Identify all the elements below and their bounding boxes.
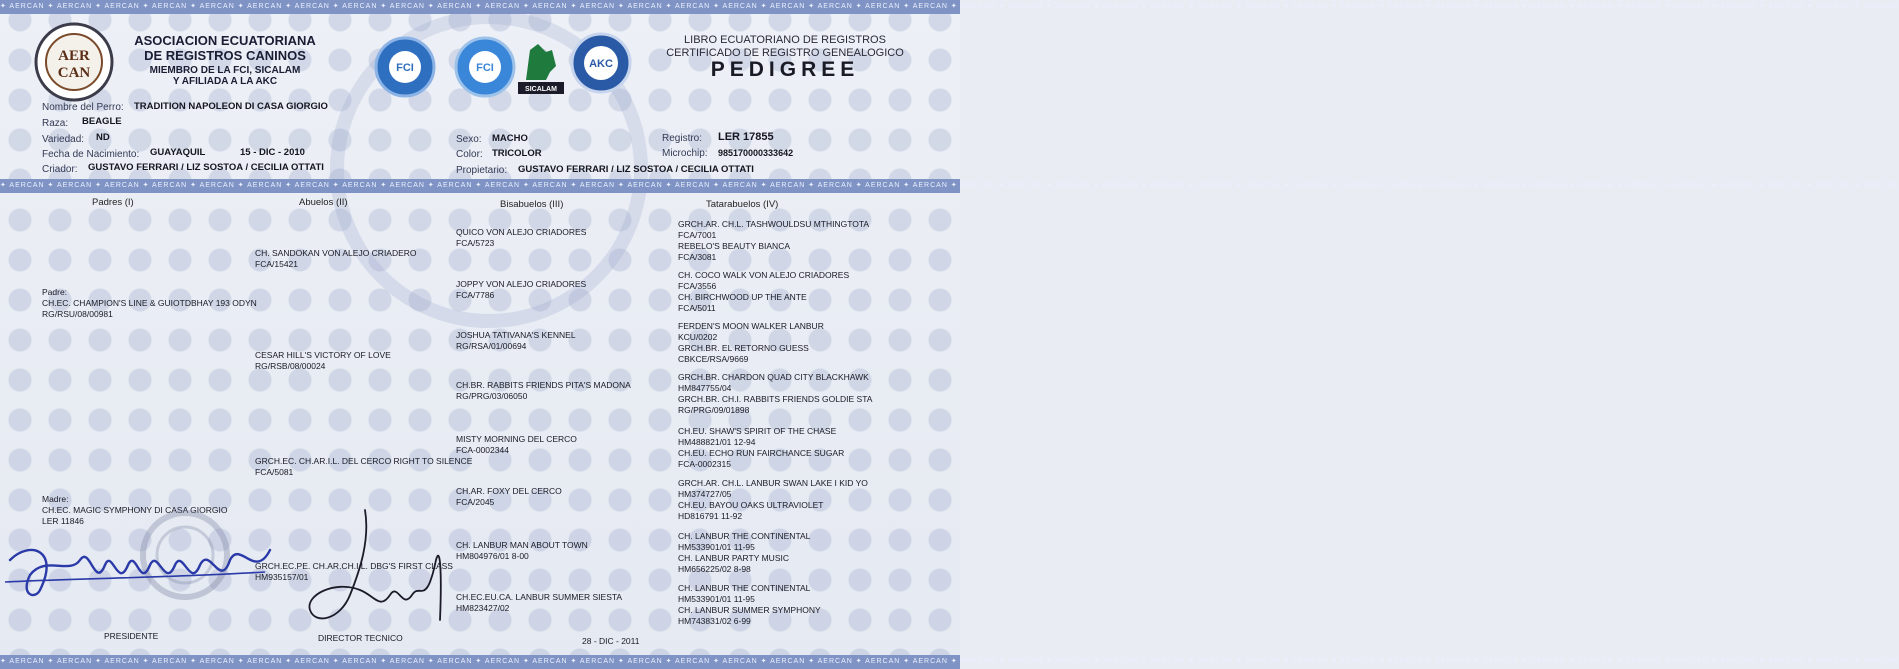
col-header-parents: Padres (I): [92, 197, 134, 208]
ggg-reg: FCA/3081: [678, 252, 717, 262]
great-grandparent-reg: FCA/7786: [456, 290, 495, 300]
ggg-name: GRCH.AR. CH.L. LANBUR SWAN LAKE I KID YO: [678, 478, 868, 488]
great-grandparent-reg: RG/PRG/03/06050: [456, 391, 528, 401]
great-grandparent-name: MISTY MORNING DEL CERCO: [456, 434, 577, 444]
great-grandparent-name: CH.EC.EU.CA. LANBUR SUMMER SIESTA: [456, 592, 623, 602]
ggg-reg: HM847755/04: [678, 383, 732, 393]
org-member-line2: Y AFILIADA A LA AKC: [172, 76, 278, 87]
great-grandparent-name: CH.BR. RABBITS FRIENDS PITA'S MADONA: [456, 380, 631, 390]
ggg-reg: HM533901/01 11-95: [678, 594, 755, 604]
great-grandparent-reg: FCA/2045: [456, 497, 495, 507]
great-grandparent-name: CH. LANBUR MAN ABOUT TOWN: [456, 540, 588, 550]
great-grandparent-name: JOSHUA TATIVANA'S KENNEL: [456, 330, 576, 340]
sex-label: Sexo:: [456, 134, 482, 145]
great-grandparent-reg: RG/RSA/01/00694: [456, 341, 527, 351]
registry-label: Registro:: [662, 133, 703, 144]
great-grandparent-name: CH.AR. FOXY DEL CERCO: [456, 486, 562, 496]
ggg-reg: KCU/0202: [678, 332, 718, 342]
microchip-value: 985170000333642: [718, 148, 794, 158]
ggg-reg: FCA/3556: [678, 281, 717, 291]
akc-badge-text: AKC: [589, 58, 613, 70]
registry-value: LER 17855: [718, 131, 774, 143]
ggg-name: CH. COCO WALK VON ALEJO CRIADORES: [678, 270, 850, 280]
band-pattern: ✦ AERCAN ✦ AERCAN ✦ AERCAN ✦ AERCAN ✦ AERCAN ✦ AERCAN ✦ AERCAN ✦ AERCAN ✦ AERCAN ✦ AERCAN ✦ AERCAN ✦ AERCAN ✦ AERCAN ✦ AERCAN ✦ AERCAN ✦ AERCAN ✦ AERCAN ✦ AERCAN ✦ AERCAN ✦ AERCAN ✦ AERCAN ✦ AERCAN ✦ AERCAN ✦ AERCAN ✦ AERCAN ✦ AERCAN ✦ AERCAN ✦ AERCAN ✦ AERCAN ✦ AERCAN ✦ AERCAN ✦ AERCAN ✦ AERCAN ✦ AERCAN ✦ AERCAN ✦ AERCAN ✦ AERCAN ✦ AERCAN ✦ AERCAN ✦ AERCAN: [0, 658, 1899, 665]
breed-label: Raza:: [42, 118, 69, 129]
bottom-band: [0, 655, 1899, 669]
ggg-reg: HM488821/01 12-94: [678, 437, 756, 447]
ggg-reg: CBKCE/RSA/9669: [678, 354, 749, 364]
variety-label: Variedad:: [42, 134, 85, 145]
grandparent-reg: FCA/5081: [255, 467, 294, 477]
dam-reg: LER 11846: [42, 516, 84, 526]
ggg-name: CH. BIRCHWOOD UP THE ANTE: [678, 292, 807, 302]
title-pedigree: PEDIGREE: [710, 58, 860, 81]
middle-band: [0, 179, 1899, 193]
band-pattern: ✦ AERCAN ✦ AERCAN ✦ AERCAN ✦ AERCAN ✦ AERCAN ✦ AERCAN ✦ AERCAN ✦ AERCAN ✦ AERCAN ✦ AERCAN ✦ AERCAN ✦ AERCAN ✦ AERCAN ✦ AERCAN ✦ AERCAN ✦ AERCAN ✦ AERCAN ✦ AERCAN ✦ AERCAN ✦ AERCAN ✦ AERCAN ✦ AERCAN ✦ AERCAN ✦ AERCAN ✦ AERCAN ✦ AERCAN ✦ AERCAN ✦ AERCAN ✦ AERCAN ✦ AERCAN ✦ AERCAN ✦ AERCAN ✦ AERCAN ✦ AERCAN ✦ AERCAN ✦ AERCAN ✦ AERCAN ✦ AERCAN ✦ AERCAN ✦ AERCAN: [0, 3, 1899, 10]
ggg-reg: HM743831/02 6-99: [678, 616, 751, 626]
ggg-name: CH. LANBUR PARTY MUSIC: [678, 553, 789, 563]
ggg-reg: RG/PRG/09/01898: [678, 405, 750, 415]
sex-value: MACHO: [492, 133, 528, 144]
ggg-reg: HD816791 11-92: [678, 511, 743, 521]
birth-date: 15 - DIC - 2010: [240, 147, 305, 158]
ggg-name: CH.EU. ECHO RUN FAIRCHANCE SUGAR: [678, 448, 845, 458]
org-name-line1: ASOCIACION ECUATORIANA: [134, 33, 316, 48]
director-label: DIRECTOR TECNICO: [318, 633, 403, 643]
ggg-name: REBELO'S BEAUTY BIANCA: [678, 241, 791, 251]
fci-badge-1: [374, 36, 436, 98]
org-member-line1: MIEMBRO DE LA FCI, SICALAM: [149, 65, 301, 76]
ggg-name: CH.EU. BAYOU OAKS ULTRAVIOLET: [678, 500, 824, 510]
title-line2: CERTIFICADO DE REGISTRO GENEALOGICO: [666, 47, 904, 59]
grandparent-reg: RG/RSB/08/00024: [255, 361, 326, 371]
title-line1: LIBRO ECUATORIANO DE REGISTROS: [684, 34, 886, 46]
great-grandparent-name: JOPPY VON ALEJO CRIADORES: [456, 279, 587, 289]
ggg-name: GRCH.BR. EL RETORNO GUESS: [678, 343, 809, 353]
ggg-name: GRCH.BR. CHARDON QUAD CITY BLACKHAWK: [678, 372, 869, 382]
variety-value: ND: [96, 132, 110, 143]
great-grandparent-name: QUICO VON ALEJO CRIADORES: [456, 227, 587, 237]
president-signature: [0, 520, 280, 610]
birth-label: Fecha de Nacimiento:: [42, 149, 140, 160]
ggg-name: CH.EU. SHAW'S SPIRIT OF THE CHASE: [678, 426, 837, 436]
breed-value: BEAGLE: [82, 116, 122, 127]
breeder-value: GUSTAVO FERRARI / LIZ SOSTOA / CECILIA OTTATI: [88, 162, 324, 173]
sire-name: CH.EC. CHAMPION'S LINE & GUIOTDBHAY 193 ODYN: [42, 298, 257, 308]
ggg-name: GRCH.BR. CH.I. RABBITS FRIENDS GOLDIE STA: [678, 394, 873, 404]
ggg-reg: HM374727/05: [678, 489, 732, 499]
president-label: PRESIDENTE: [104, 631, 159, 641]
owner-value: GUSTAVO FERRARI / LIZ SOSTOA / CECILIA OTTATI: [518, 164, 754, 175]
logo-text-top: AER: [58, 48, 90, 64]
name-label: Nombre del Perro:: [42, 102, 124, 113]
ggg-reg: HM533901/01 11-95: [678, 542, 755, 552]
sicalam-badge-text: SICALAM: [525, 86, 557, 93]
breeder-label: Criador:: [42, 164, 78, 175]
dam-name: CH.EC. MAGIC SYMPHONY DI CASA GIORGIO: [42, 505, 228, 515]
color-label: Color:: [456, 149, 483, 160]
birth-place: GUAYAQUIL: [150, 147, 206, 158]
ggg-name: CH. LANBUR THE CONTINENTAL: [678, 531, 811, 541]
microchip-label: Microchip:: [662, 148, 708, 159]
issue-date: 28 - DIC - 2011: [582, 636, 640, 646]
ggg-reg: FCA/7001: [678, 230, 717, 240]
logo-text-bottom: CAN: [57, 65, 91, 81]
aercan-logo: [34, 22, 114, 102]
dog-name: TRADITION NAPOLEON DI CASA GIORGIO: [134, 101, 328, 112]
dam-label: Madre:: [42, 494, 69, 504]
grandparent-name: GRCH.EC. CH.AR.I.L. DEL CERCO RIGHT TO SILENCE: [255, 456, 473, 466]
ggg-name: GRCH.AR. CH.L. TASHWOULDSU MTHINGTOTA: [678, 219, 870, 229]
great-grandparent-reg: FCA/5723: [456, 238, 495, 248]
ggg-reg: HM656225/02 8-98: [678, 564, 751, 574]
col-header-great-great-grandparents: Tatarabuelos (IV): [706, 199, 779, 210]
color-value: TRICOLOR: [492, 148, 542, 159]
fci-badge-2-text: FCI: [476, 62, 494, 74]
fci-badge-1-text: FCI: [396, 62, 414, 74]
top-band: [0, 0, 1899, 14]
ggg-name: CH. LANBUR SUMMER SYMPHONY: [678, 605, 821, 615]
ggg-reg: FCA/5011: [678, 303, 716, 313]
grandparent-name: GRCH.EC.PE. CH.AR.CH.I.L. DBG'S FIRST CLASS: [255, 561, 453, 571]
great-grandparent-reg: HM823427/02: [456, 603, 510, 613]
ggg-name: CH. LANBUR THE CONTINENTAL: [678, 583, 811, 593]
org-name-line2: DE REGISTROS CANINOS: [144, 48, 306, 63]
band-pattern: ✦ AERCAN ✦ AERCAN ✦ AERCAN ✦ AERCAN ✦ AERCAN ✦ AERCAN ✦ AERCAN ✦ AERCAN ✦ AERCAN ✦ AERCAN ✦ AERCAN ✦ AERCAN ✦ AERCAN ✦ AERCAN ✦ AERCAN ✦ AERCAN ✦ AERCAN ✦ AERCAN ✦ AERCAN ✦ AERCAN ✦ AERCAN ✦ AERCAN ✦ AERCAN ✦ AERCAN ✦ AERCAN ✦ AERCAN ✦ AERCAN ✦ AERCAN ✦ AERCAN ✦ AERCAN ✦ AERCAN ✦ AERCAN ✦ AERCAN ✦ AERCAN ✦ AERCAN ✦ AERCAN ✦ AERCAN ✦ AERCAN ✦ AERCAN ✦ AERCAN: [0, 182, 1899, 189]
great-grandparent-reg: HM804976/01 8-00: [456, 551, 529, 561]
grandparent-reg: FCA/15421: [255, 259, 298, 269]
sicalam-badge: [516, 36, 566, 96]
col-header-grandparents: Abuelos (II): [299, 197, 348, 208]
owner-label: Propietario:: [456, 165, 508, 176]
great-grandparent-reg: FCA-0002344: [456, 445, 509, 455]
col-header-great-grandparents: Bisabuelos (III): [500, 199, 564, 210]
sire-reg: RG/RSU/08/00981: [42, 309, 113, 319]
grandparent-name: CH. SANDOKAN VON ALEJO CRIADERO: [255, 248, 417, 258]
akc-badge: [570, 32, 632, 94]
grandparent-name: CESAR HILL'S VICTORY OF LOVE: [255, 350, 391, 360]
ggg-name: FERDEN'S MOON WALKER LANBUR: [678, 321, 824, 331]
director-signature: [290, 500, 460, 640]
sire-label: Padre:: [42, 287, 68, 297]
ggg-reg: FCA-0002315: [678, 459, 731, 469]
grandparent-reg: HM935157/01: [255, 572, 309, 582]
fci-badge-2: [454, 36, 516, 98]
